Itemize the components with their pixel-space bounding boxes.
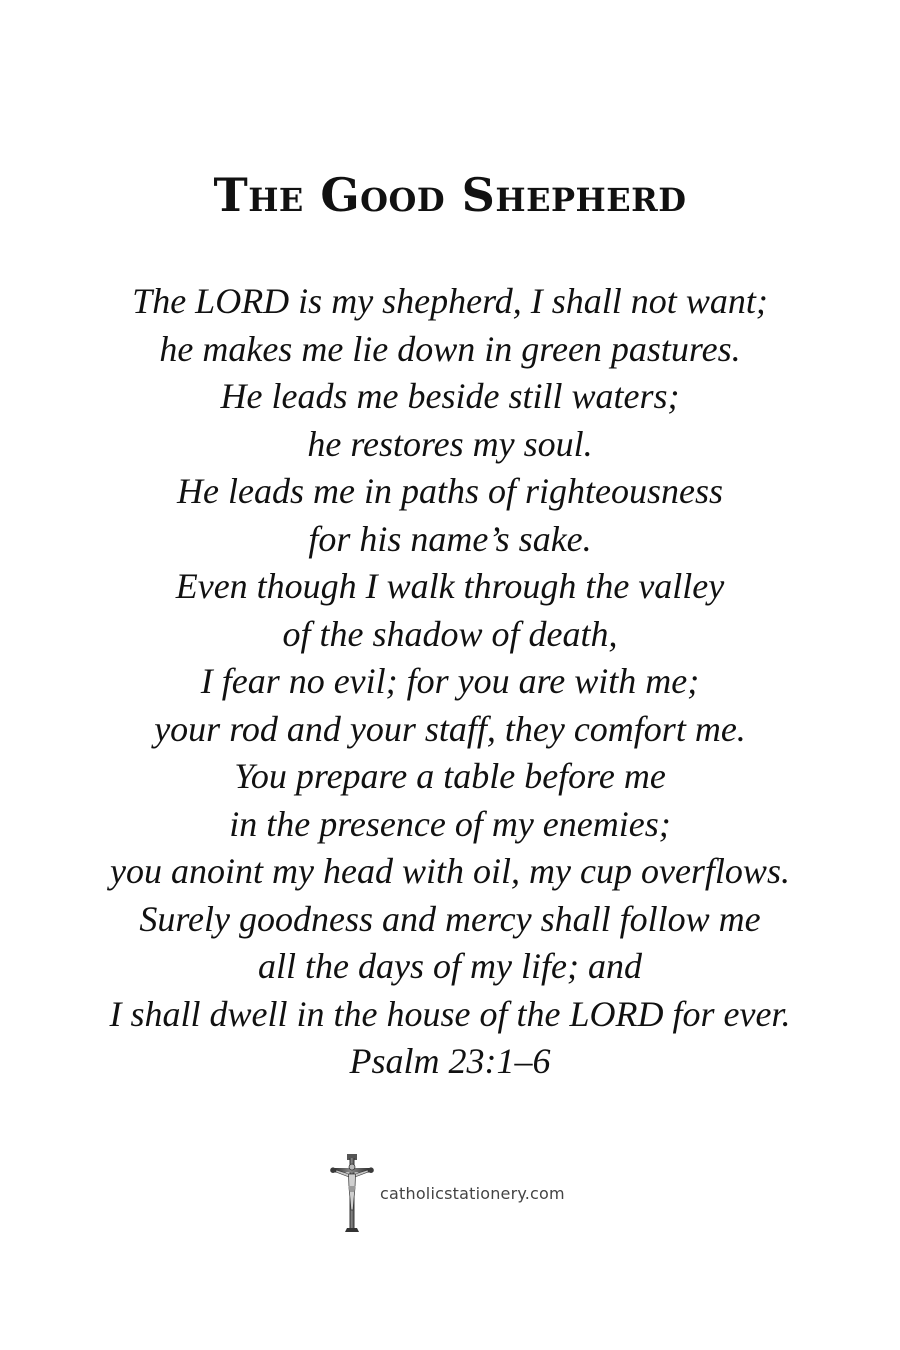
verse-line: Even though I walk through the valley [175,566,725,606]
verse-line: I shall dwell in the house of the LORD for ever. [109,993,791,1034]
crucifix-icon [330,1152,374,1234]
verse-line: in the presence of my enemies; [229,803,671,844]
verse-line: for his name’s sake. [308,518,592,559]
verse-line: he makes me lie down in green pastures. [159,328,741,369]
verse-line: you anoint my head with oil, my cup overflows. [110,851,790,891]
psalm-text [40,278,860,1086]
verse-line: He leads me beside still waters; [220,376,680,416]
website-link[interactable]: catholicstationery.com [380,1183,565,1203]
citation: Psalm 23:1–6 [349,1041,551,1081]
page-title: The Good Shepherd [213,168,687,222]
verse-line: The LORD is my shepherd, I shall not want; [132,281,768,321]
verse-line: all the days of my life; and [258,946,642,986]
verse-line: of the shadow of death, [282,613,618,654]
verse-line: your rod and your staff, they comfort me. [154,708,746,749]
verse-line: I fear no evil; for you are with me; [200,661,700,701]
verse-line: Surely goodness and mercy shall follow me [139,898,761,939]
verse-line: He leads me in paths of righteousness [177,471,723,511]
verse-line: he restores my soul. [307,423,593,464]
footer-branding [330,1152,565,1234]
verse-line: You prepare a table before me [234,756,666,796]
